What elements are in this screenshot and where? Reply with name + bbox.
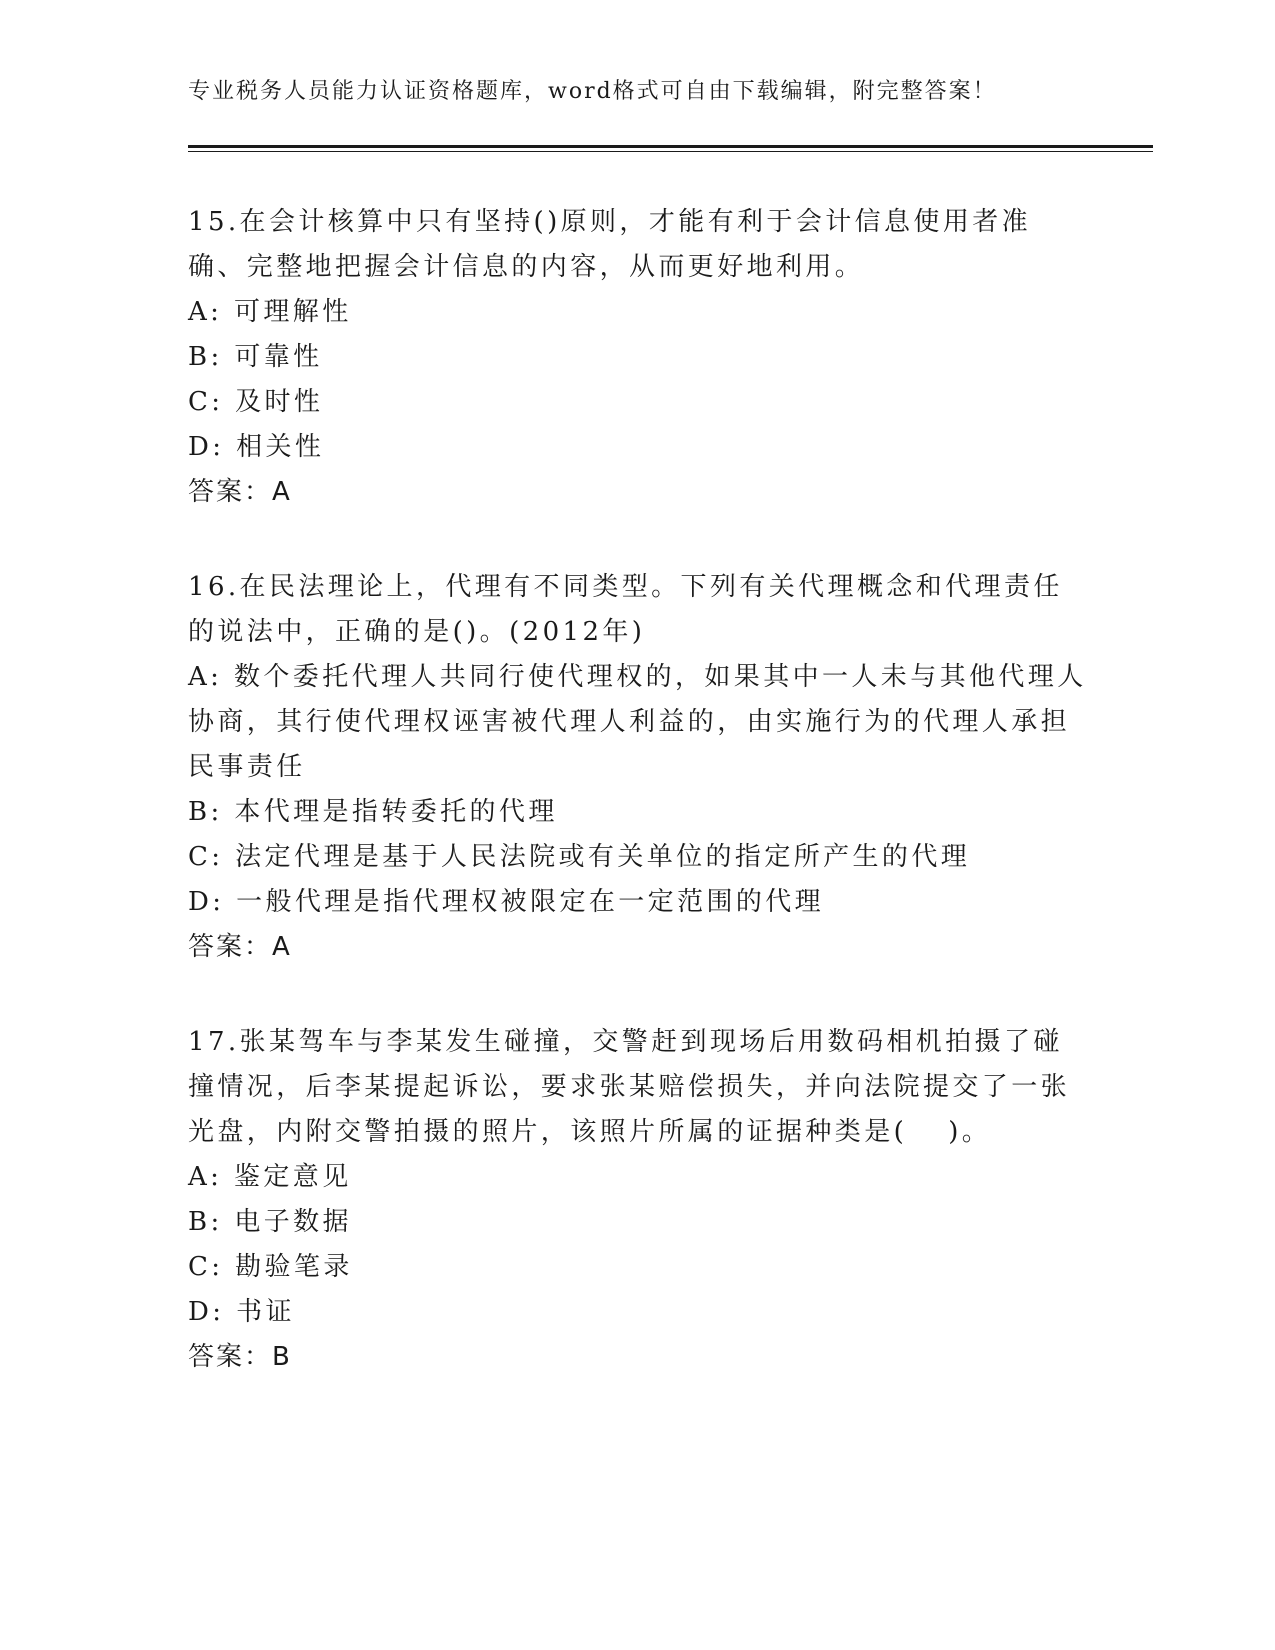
option-a: A: 数个委托代理人共同行使代理权的，如果其中一人未与其他代理人协商，其行使代理权诬害被代理人利益的，由实施行为的代理人承担民事责任 xyxy=(188,662,1087,782)
option-a: A: 鉴定意见 xyxy=(188,1162,352,1192)
answer-line: 答案：A xyxy=(188,932,292,962)
question-15 xyxy=(188,200,1088,515)
option-d: D: 一般代理是指代理权被限定在一定范围的代理 xyxy=(188,887,825,917)
option-d: D: 书证 xyxy=(188,1297,295,1327)
page-header: 专业税务人员能力认证资格题库，word格式可自由下载编辑，附完整答案！ xyxy=(188,79,997,104)
option-a: A: 可理解性 xyxy=(188,297,352,327)
answer-line: 答案：B xyxy=(188,1342,292,1372)
option-c: C: 勘验笔录 xyxy=(188,1252,353,1282)
answer-line: 答案：A xyxy=(188,477,292,507)
option-b: B: 可靠性 xyxy=(188,342,323,372)
question-stem: 16.在民法理论上，代理有不同类型。下列有关代理概念和代理责任的说法中，正确的是()。(2012年) xyxy=(188,572,1063,647)
option-d: D: 相关性 xyxy=(188,432,325,462)
option-c: C: 及时性 xyxy=(188,387,324,417)
question-stem: 15.在会计核算中只有坚持()原则，才能有利于会计信息使用者准确、完整地把握会计信息的内容，从而更好地利用。 xyxy=(188,207,1032,282)
option-b: B: 电子数据 xyxy=(188,1207,352,1237)
option-b: B: 本代理是指转委托的代理 xyxy=(188,797,558,827)
question-stem: 17.张某驾车与李某发生碰撞，交警赶到现场后用数码相机拍摄了碰撞情况，后李某提起诉讼，要求张某赔偿损失，并向法院提交了一张光盘，内附交警拍摄的照片，该照片所属的证据种类是( )。 xyxy=(188,1027,1071,1147)
question-17 xyxy=(188,1020,1088,1380)
option-c: C: 法定代理是基于人民法院或有关单位的指定所产生的代理 xyxy=(188,842,971,872)
header-divider xyxy=(188,145,1153,152)
question-16 xyxy=(188,565,1088,970)
